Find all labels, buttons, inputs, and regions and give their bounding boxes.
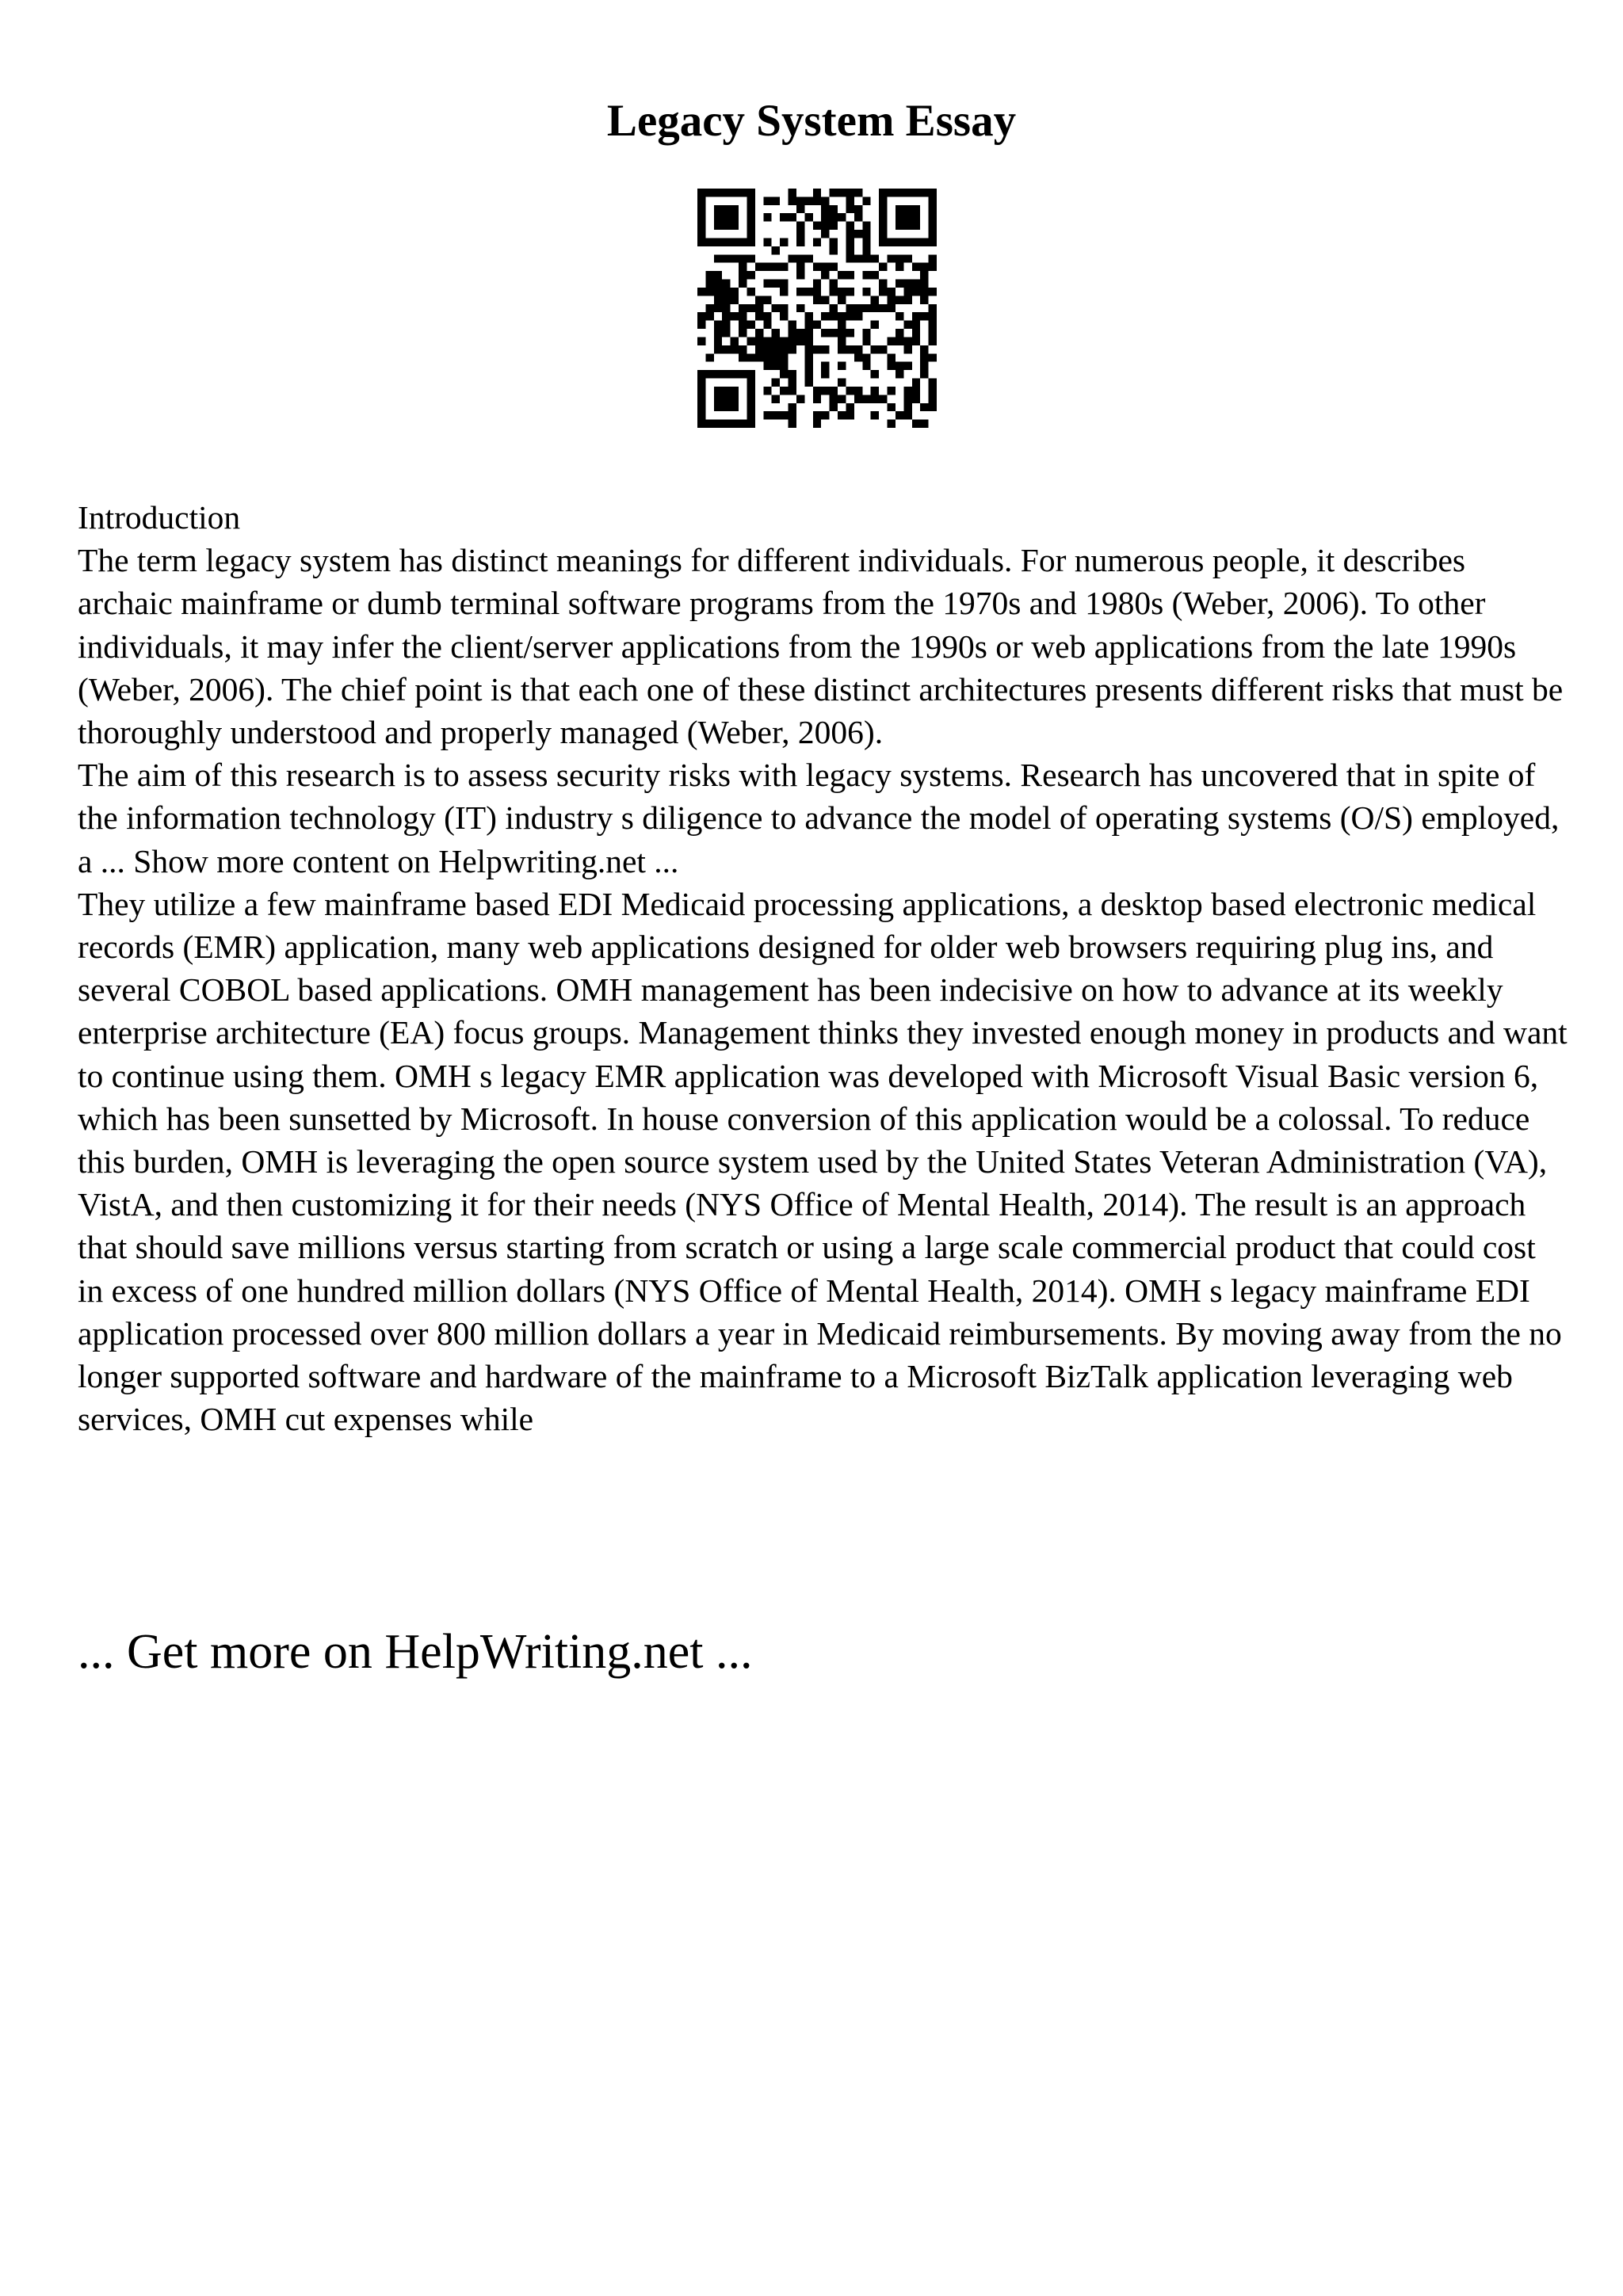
paragraph-3: They utilize a few mainframe based EDI Medicaid processing applications, a desktop based electronic medical records (EMR) application, many web applications designed for older web browsers requiring plug ins, and several COBOL based applications. OMH management has been indecisive on how to advance at its weekly enterprise architecture (EA) focus groups. Management thinks they invested enough money in products and want to continue using them. OMH s legacy EMR application was developed with Microsoft Visual Basic version 6, which has been sunsetted by Microsoft. In house conversion of this application would be a colossal. To reduce this burden, OMH is leveraging the open source system used by the United States Veteran Administration (VA), VistA, and then customizing it for their needs (NYS Office of Mental Health, 2014). The result is an approach that should save millions versus starting from scratch or using a large scale commercial product that could cost in excess of one hundred million dollars (NYS Office of Mental Health, 2014). OMH s legacy mainframe EDI application processed over 800 million dollars a year in Medicaid reimbursements. By moving away from the no longer supported software and hardware of the mainframe to a Microsoft BizTalk application leveraging web services, OMH cut expenses while bbox=[78, 885, 1568, 1438]
essay-body bbox=[78, 496, 1568, 1440]
paragraph-2: The aim of this research is to assess security risks with legacy systems. Research has uncovered that in spite of the information technology (IT) industry s diligence to advance the model of operating systems (O/S) employed, a ... Show more content on Helpwriting.net ... bbox=[78, 757, 1560, 879]
document-title: Legacy System Essay bbox=[606, 96, 1017, 146]
get-more-link[interactable]: ... Get more on HelpWriting.net ... bbox=[78, 1625, 753, 1679]
paragraph-1: The term legacy system has distinct meanings for different individuals. For numerous people, it describes archaic mainframe or dumb terminal software programs from the 1970s and 1980s (Weber, 2006). To other individuals, it may infer the client/server applications from the 1990s or web applications from the late 1990s (Weber, 2006). The chief point is that each one of these distinct architectures presents different risks that must be thoroughly understood and properly managed (Weber, 2006). bbox=[78, 542, 1564, 751]
qr-code-icon bbox=[697, 189, 937, 428]
section-heading-introduction: Introduction bbox=[78, 499, 241, 536]
